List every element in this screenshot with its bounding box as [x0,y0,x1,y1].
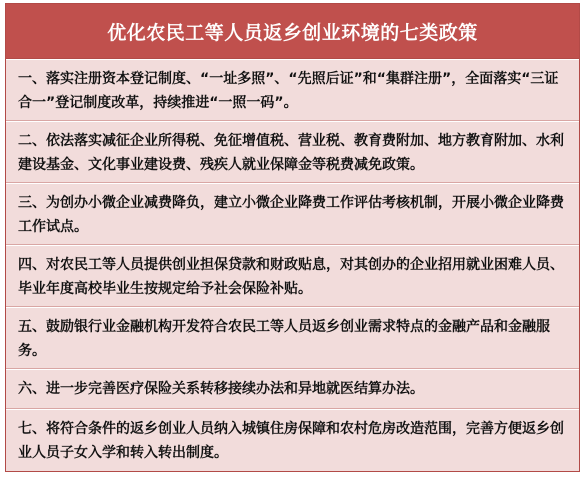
table-title: 优化农民工等人员返乡创业环境的七类政策 [5,3,580,59]
policy-item-7: 七、将符合条件的返乡创业人员纳入城镇住房保障和农村危房改造范围，完善方便返乡创业人员子女入学和转入转出制度。 [6,409,579,471]
policy-list [5,59,580,472]
policy-item-3: 三、为创办小微企业减费降负，建立小微企业降费工作评估考核机制，开展小微企业降费工作试点。 [6,183,579,245]
policy-table [5,3,580,472]
policy-item-2: 二、依法落实减征企业所得税、免征增值税、营业税、教育费附加、地方教育附加、水利建设基金、文化事业建设费、残疾人就业保障金等税费减免政策。 [6,121,579,183]
policy-item-1: 一、落实注册资本登记制度、“一址多照”、“先照后证”和“集群注册”，全面落实“三证合一”登记制度改革，持续推进“一照一码”。 [6,59,579,121]
policy-item-5: 五、鼓励银行业金融机构开发符合农民工等人员返乡创业需求特点的金融产品和金融服务。 [6,307,579,369]
policy-item-4: 四、对农民工等人员提供创业担保贷款和财政贴息，对其创办的企业招用就业困难人员、毕业年度高校毕业生按规定给予社会保险补贴。 [6,245,579,307]
policy-item-6: 六、进一步完善医疗保险关系转移接续办法和异地就医结算办法。 [6,369,579,409]
